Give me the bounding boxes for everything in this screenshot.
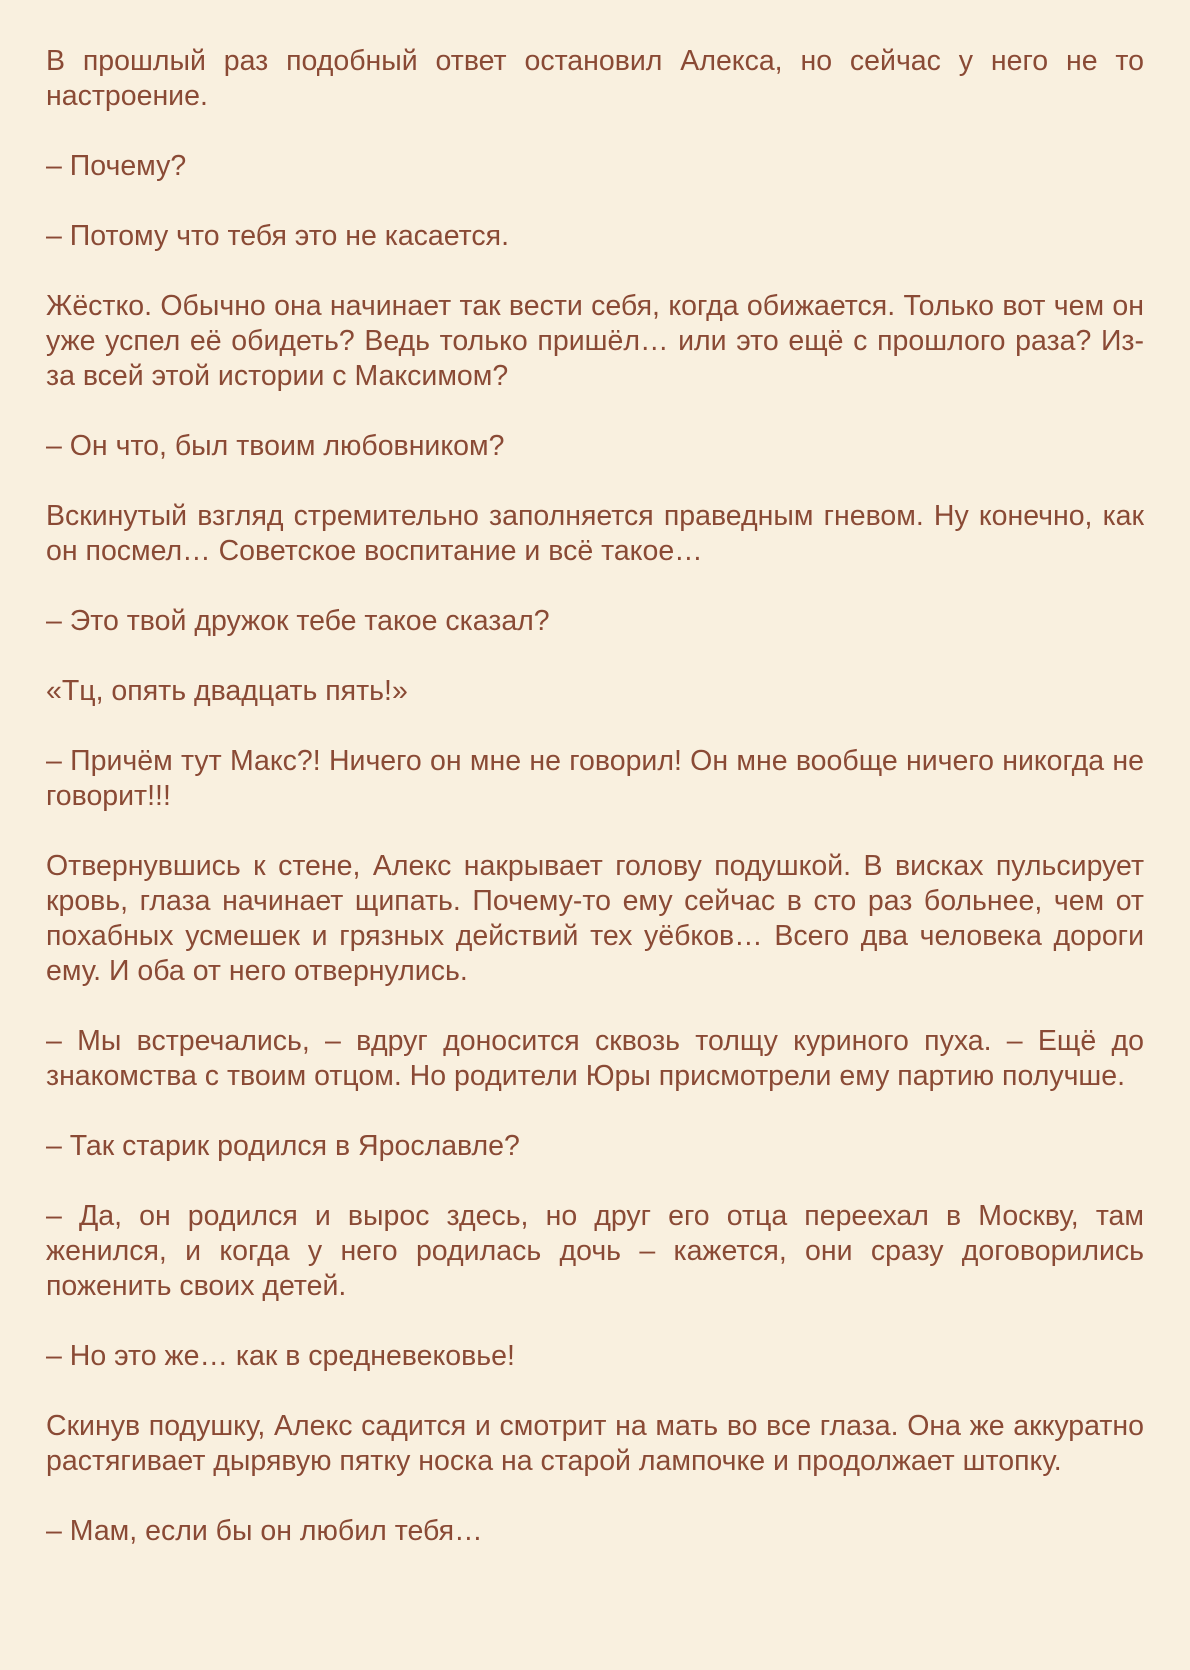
paragraph: В прошлый раз подобный ответ остановил Алекса, но сейчас у него не то настроение. [46,45,1144,112]
paragraph: – Почему? [46,150,187,182]
paragraph: Жёстко. Обычно она начинает так вести себя, когда обижается. Только вот чем он уже успел её обидеть? Ведь только пришёл… или это ещё с прошлого раза? Из-за всей этой истории с Максимом? [46,290,1144,392]
paragraph: «Тц, опять двадцать пять!» [46,675,408,707]
paragraph: – Но это же… как в средневековье! [46,1340,515,1372]
paragraph: – Мы встречались, – вдруг доносится сквозь толщу куриного пуха. – Ещё до знакомства с твоим отцом. Но родители Юры присмотрели ему партию получше. [46,1025,1144,1092]
paragraph: Скинув подушку, Алекс садится и смотрит на мать во все глаза. Она же аккуратно растягивает дырявую пятку носка на старой лампочке и продолжает штопку. [46,1410,1144,1477]
paragraph: Вскинутый взгляд стремительно заполняется праведным гневом. Ну конечно, как он посмел… Советское воспитание и всё такое… [46,500,1144,567]
paragraph: – Причём тут Макс?! Ничего он мне не говорил! Он мне вообще ничего никогда не говорит!!! [46,745,1144,812]
paragraph: Отвернувшись к стене, Алекс накрывает голову подушкой. В висках пульсирует кровь, глаза начинает щипать. Почему-то ему сейчас в сто раз больнее, чем от похабных усмешек и грязных действий тех уёбков… Всего два человека дороги ему. И оба от него отвернулись. [46,850,1144,987]
paragraph: – Потому что тебя это не касается. [46,220,510,252]
paragraph: – Да, он родился и вырос здесь, но друг его отца переехал в Москву, там женился, и когда у него родилась дочь – кажется, они сразу договорились поженить своих детей. [46,1200,1144,1302]
paragraph: – Он что, был твоим любовником? [46,430,505,462]
paragraph: – Мам, если бы он любил тебя… [46,1515,483,1547]
paragraph: – Это твой дружок тебе такое сказал? [46,605,550,637]
document-page [46,44,1144,1584]
paragraph: – Так старик родился в Ярославле? [46,1130,520,1162]
